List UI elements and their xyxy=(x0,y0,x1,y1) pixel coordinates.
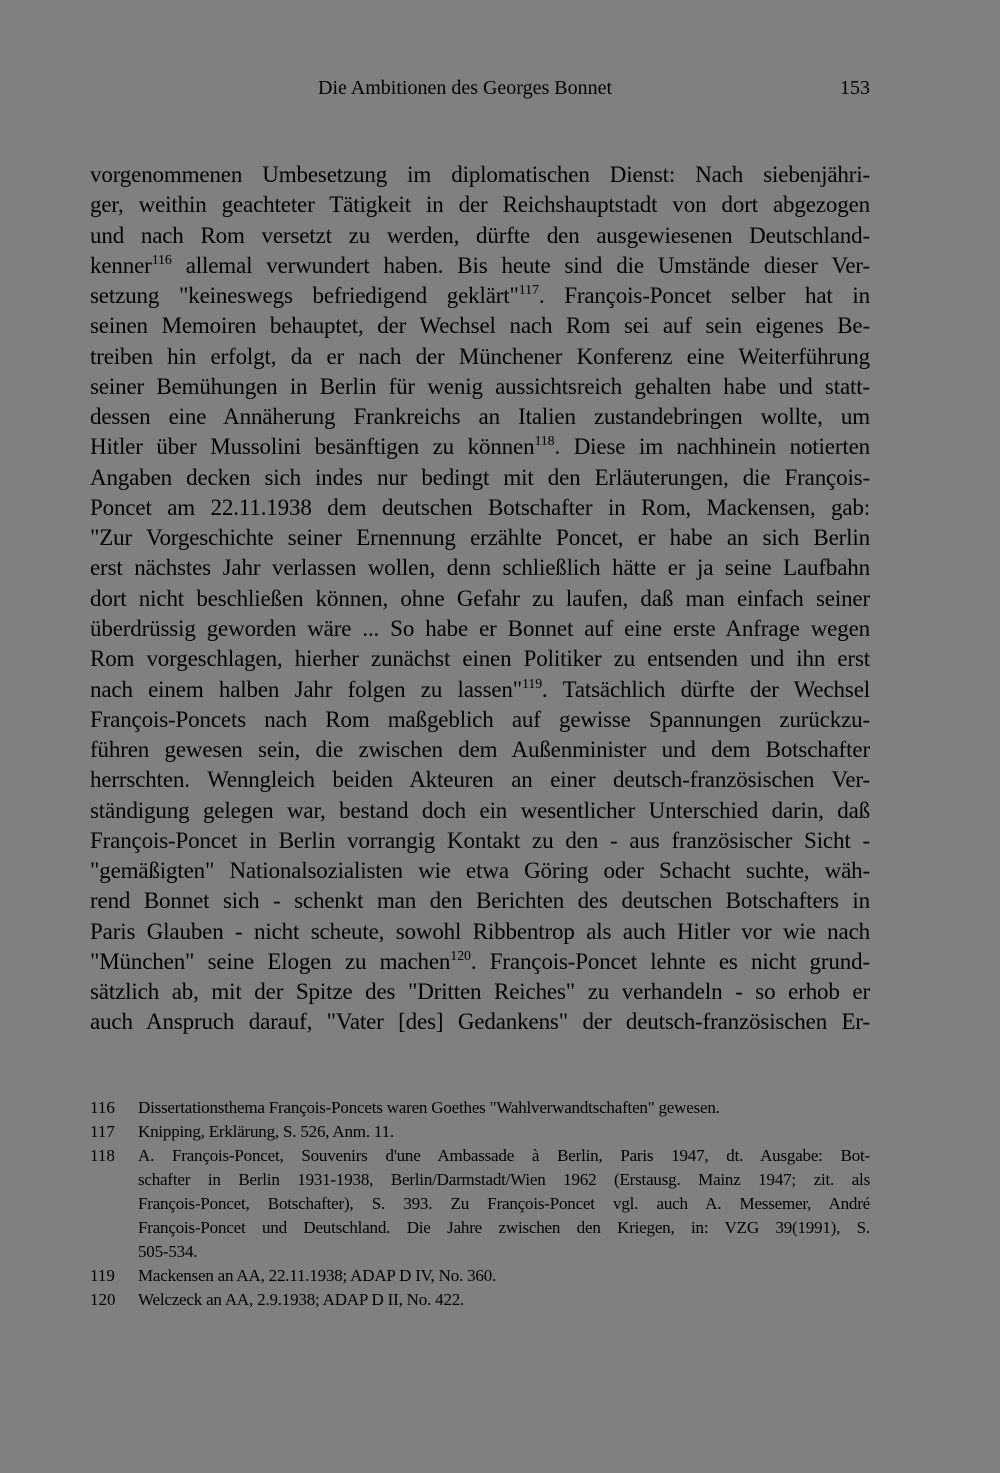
footnote-number: 117 xyxy=(90,1122,115,1141)
body-line-text: vorgenommenen Umbesetzung im diplomatischen Dienst: Nach siebenjähri- xyxy=(90,162,870,187)
body-line xyxy=(90,947,870,977)
body-line xyxy=(90,523,870,553)
body-line-text: kenner xyxy=(90,252,152,278)
body-line-text: Hitler über Mussolini besänftigen zu können xyxy=(90,434,535,460)
body-line xyxy=(90,281,870,311)
footnote-reference[interactable]: 116 xyxy=(151,252,172,268)
body-line-text: François-Poncet in Berlin vorrangig Kontakt zu den - aus französischer Sicht - xyxy=(90,827,870,853)
body-line xyxy=(90,342,870,372)
body-line-text: auch Anspruch darauf, "Vater [des] Gedankens" der deutsch-französischen Er- xyxy=(90,1009,870,1035)
body-line xyxy=(90,463,870,493)
body-line-text: . Tatsächlich dürfte der Wechsel xyxy=(542,676,870,702)
body-line-text: . François-Poncet lehnte es nicht grund- xyxy=(470,948,870,974)
body-line-text: Paris Glauben - nicht scheute, sowohl Ribbentrop als auch Hitler vor wie nach xyxy=(90,918,870,944)
page-number: 153 xyxy=(840,77,870,99)
footnote-number: 118 xyxy=(90,1146,115,1165)
footnote xyxy=(90,1096,870,1120)
body-line-text: Poncet am 22.11.1938 dem deutschen Botschafter in Rom, Mackensen, gab: xyxy=(90,494,870,520)
body-line-text: erst nächstes Jahr verlassen wollen, denn schließlich hätte er ja seine Laufbahn xyxy=(90,555,870,581)
body-line xyxy=(90,705,870,735)
body-line xyxy=(90,251,870,281)
body-line xyxy=(90,977,870,1007)
body-line-text: treiben hin erfolgt, da er nach der Münchener Konferenz eine Weiterführung xyxy=(90,343,870,369)
footnote-line: François-Poncet, Botschafter), S. 393. Zu François-Poncet vgl. auch A. Messemer, André xyxy=(138,1194,870,1213)
body-line xyxy=(90,735,870,765)
footnotes xyxy=(90,1096,870,1312)
body-line xyxy=(90,160,870,190)
body-line xyxy=(90,614,870,644)
footnote-reference[interactable]: 119 xyxy=(522,676,543,692)
body-line-text: seinen Memoiren behauptet, der Wechsel nach Rom sei auf sein eigenes Be- xyxy=(90,313,870,339)
footnote-text xyxy=(138,1096,870,1120)
footnote xyxy=(90,1120,870,1144)
body-line xyxy=(90,796,870,826)
running-header xyxy=(90,77,870,107)
footnote-reference[interactable]: 117 xyxy=(518,283,539,299)
body-line xyxy=(90,886,870,916)
footnote-line: Dissertationsthema François-Poncets waren Goethes "Wahlverwandtschaften" gewesen. xyxy=(138,1098,720,1117)
body-line xyxy=(90,402,870,432)
footnote-line: A. François-Poncet, Souvenirs d'une Ambassade à Berlin, Paris 1947, dt. Ausgabe: Bot- xyxy=(138,1146,870,1165)
body-line-text: ger, weithin geachteter Tätigkeit in der Reichshauptstadt von dort abgezogen xyxy=(90,192,870,218)
footnote-line: Knipping, Erklärung, S. 526, Anm. 11. xyxy=(138,1122,394,1141)
footnote-line: Mackensen an AA, 22.11.1938; ADAP D IV, No. 360. xyxy=(138,1266,497,1285)
body-line xyxy=(90,221,870,251)
body-line-text: "Zur Vorgeschichte seiner Ernennung erzählte Poncet, er habe an sich Berlin xyxy=(90,525,870,551)
body-line xyxy=(90,1007,870,1037)
body-line-text: herrschten. Wenngleich beiden Akteuren an einer deutsch-französischen Ver- xyxy=(90,767,870,793)
footnote-number: 119 xyxy=(90,1266,115,1285)
running-head-title: Die Ambitionen des Georges Bonnet xyxy=(318,77,613,99)
footnote-line: 505-534. xyxy=(138,1242,198,1261)
body-line xyxy=(90,765,870,795)
body-line-text: "München" seine Elogen zu machen xyxy=(90,948,451,974)
footnote xyxy=(90,1144,870,1264)
body-line-text: nach einem halben Jahr folgen zu lassen" xyxy=(90,676,523,702)
footnote xyxy=(90,1288,870,1312)
body-line-text: allemal verwundert haben. Bis heute sind die Umstände dieser Ver- xyxy=(171,252,870,278)
body-line-text: und nach Rom versetzt zu werden, dürfte den ausgewiesenen Deutschland- xyxy=(90,222,870,248)
body-text xyxy=(90,160,870,1038)
body-line xyxy=(90,644,870,674)
body-line-text: setzung "keineswegs befriedigend geklärt" xyxy=(90,283,519,309)
body-line xyxy=(90,372,870,402)
body-line xyxy=(90,311,870,341)
footnote-reference[interactable]: 118 xyxy=(534,434,555,450)
footnote-text xyxy=(138,1288,870,1312)
body-line xyxy=(90,856,870,886)
body-line xyxy=(90,553,870,583)
footnote-line: schafter in Berlin 1931-1938, Berlin/Darmstadt/Wien 1962 (Erstausg. Mainz 1947; zit. als xyxy=(138,1170,870,1189)
footnote xyxy=(90,1264,870,1288)
body-line-text: "gemäßigten" Nationalsozialisten wie etwa Göring oder Schacht suchte, wäh- xyxy=(90,858,870,884)
body-line xyxy=(90,826,870,856)
footnote-text xyxy=(138,1144,870,1264)
body-line-text: führen gewesen sein, die zwischen dem Außenminister und dem Botschafter xyxy=(90,737,870,763)
footnote-number: 116 xyxy=(90,1098,115,1117)
body-line xyxy=(90,675,870,705)
body-line-text: François-Poncets nach Rom maßgeblich auf gewisse Spannungen zurückzu- xyxy=(90,706,870,732)
body-line-text: . François-Poncet selber hat in xyxy=(538,283,870,309)
body-line-text: Angaben decken sich indes nur bedingt mit den Erläuterungen, die François- xyxy=(90,464,870,490)
body-line xyxy=(90,493,870,523)
body-line-text: sätzlich ab, mit der Spitze des "Dritten Reiches" zu verhandeln - so erhob er xyxy=(90,979,870,1005)
footnote-line: François-Poncet und Deutschland. Die Jahre zwischen den Kriegen, in: VZG 39(1991), S. xyxy=(138,1218,870,1237)
body-line xyxy=(90,584,870,614)
footnote-line: Welczeck an AA, 2.9.1938; ADAP D II, No. 422. xyxy=(138,1290,465,1309)
footnote-number: 120 xyxy=(90,1290,116,1309)
body-line xyxy=(90,190,870,220)
body-line-text: Rom vorgeschlagen, hierher zunächst einen Politiker zu entsenden und ihn erst xyxy=(90,646,870,672)
footnote-text xyxy=(138,1120,870,1144)
body-line-text: ständigung gelegen war, bestand doch ein wesentlicher Unterschied darin, daß xyxy=(90,797,870,823)
footnote-reference[interactable]: 120 xyxy=(450,948,471,964)
body-line-text: überdrüssig geworden wäre ... So habe er Bonnet auf eine erste Anfrage wegen xyxy=(90,615,870,641)
body-line-text: . Diese im nachhinein notierten xyxy=(554,434,870,460)
body-line-text: dessen eine Annäherung Frankreichs an Italien zustandebringen wollte, um xyxy=(90,404,870,430)
footnote-text xyxy=(138,1264,870,1288)
body-line-text: rend Bonnet sich - schenkt man den Berichten des deutschen Botschafters in xyxy=(90,888,870,914)
body-line xyxy=(90,917,870,947)
body-line-text: dort nicht beschließen können, ohne Gefahr zu laufen, daß man einfach seiner xyxy=(90,585,870,611)
body-line xyxy=(90,432,870,462)
body-line-text: seiner Bemühungen in Berlin für wenig aussichtsreich gehalten habe und statt- xyxy=(90,373,870,399)
